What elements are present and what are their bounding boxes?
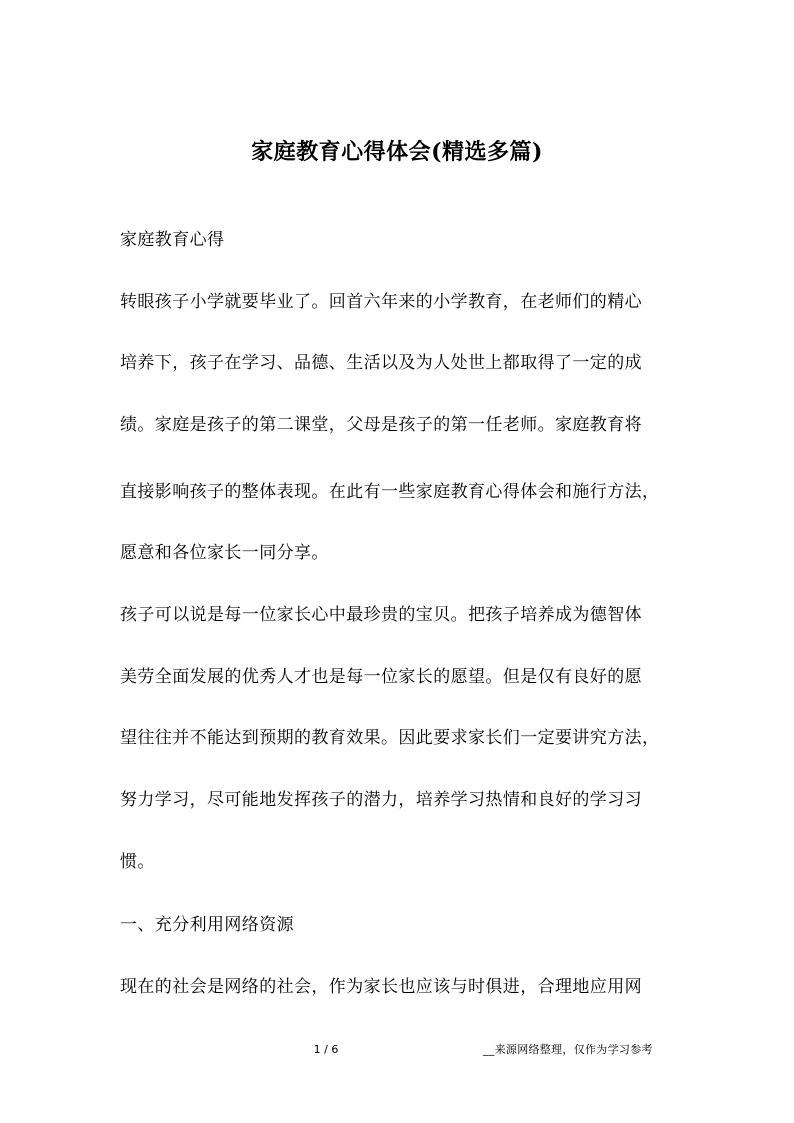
body-text-line: 直接影响孩子的整体表现。在此有一些家庭教育心得体会和施行方法， [120,482,660,502]
footer-note: __来源网络整理，仅作为学习参考 [483,1043,653,1056]
body-text-line: 惯。 [120,852,155,872]
body-text-line: 望往往并不能达到预期的教育效果。因此要求家长们一定要讲究方法， [120,728,660,748]
body-text-line: 努力学习，尽可能地发挥孩子的潜力，培养学习热情和良好的学习习 [120,790,642,810]
page-number: 1 / 6 [313,1043,339,1056]
body-text-line: 美劳全面发展的优秀人才也是每一位家长的愿望。但是仅有良好的愿 [120,667,642,687]
body-text-line: 孩子可以说是每一位家长心中最珍贵的宝贝。把孩子培养成为德智体 [120,605,642,625]
body-text-line: 培养下，孩子在学习、品德、生活以及为人处世上都取得了一定的成 [120,353,642,373]
section-heading: 家庭教育心得 [120,230,225,250]
page-footer [0,1041,794,1059]
body-text-line: 愿意和各位家长一同分享。 [120,543,329,563]
body-text-line: 现在的社会是网络的社会，作为家长也应该与时俱进，合理地应用网 [120,977,642,997]
body-text-line: 转眼孩子小学就要毕业了。回首六年来的小学教育，在老师们的精心 [120,292,642,312]
section-heading: 一、充分利用网络资源 [120,915,294,935]
document-title: 家庭教育心得体会(精选多篇) [251,139,543,165]
body-text-line: 绩。家庭是孩子的第二课堂，父母是孩子的第一任老师。家庭教育将 [120,415,642,435]
